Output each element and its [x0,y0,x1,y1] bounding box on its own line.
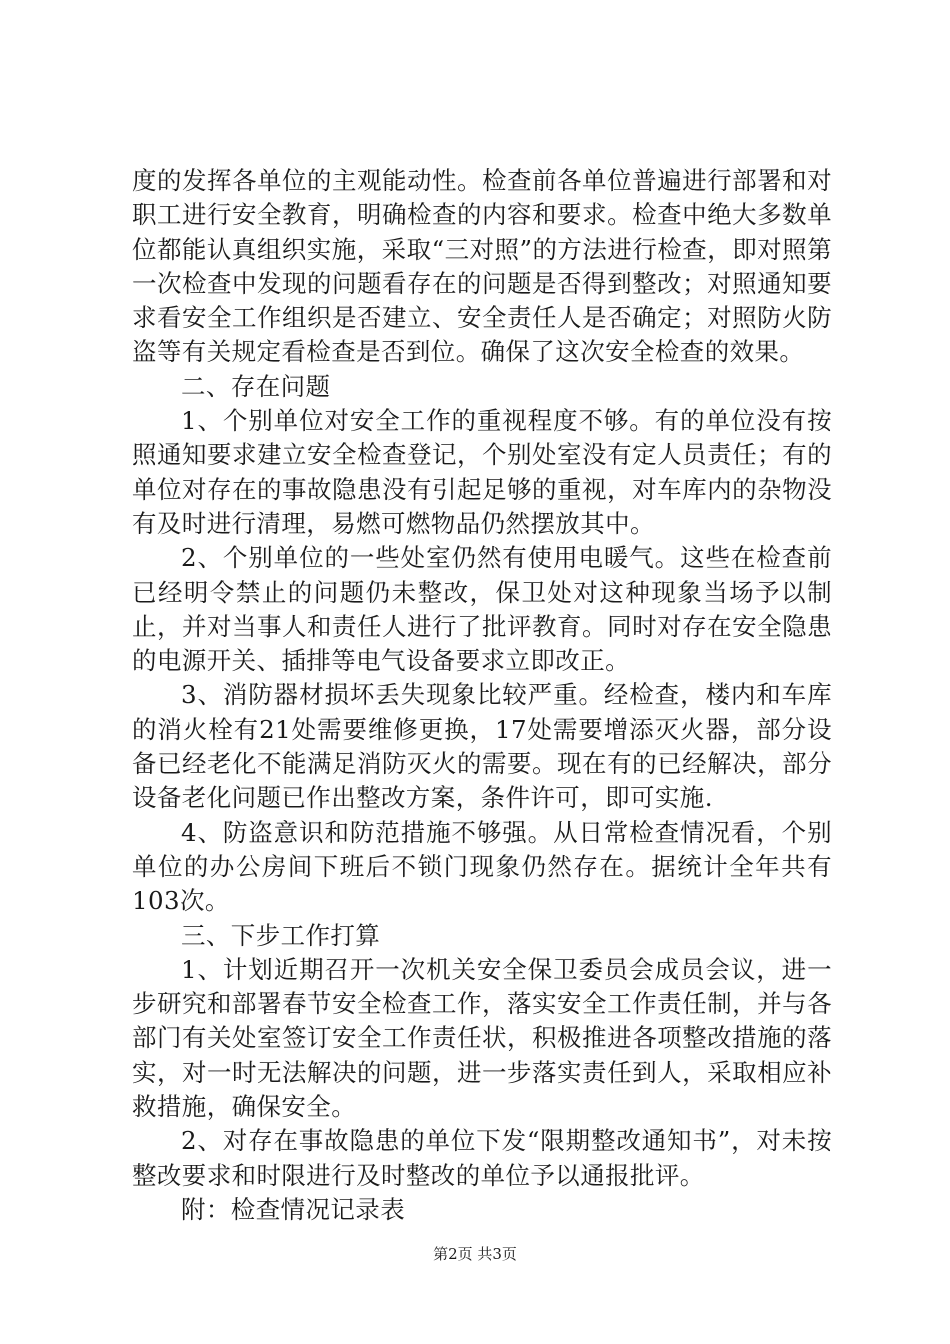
page-number-footer: 第2页 共3页 [433,1245,517,1263]
plan-item-2: 2、对存在事故隐患的单位下发“限期整改通知书”，对未按整改要求和时限进行及时整改的单位予以通报批评。 [132,1126,832,1190]
section-heading-problems: 二、存在问题 [181,371,331,401]
problem-item-2: 2、个别单位的一些处室仍然有使用电暖气。这些在检查前已经明令禁止的问题仍未整改，保卫处对这种现象当场予以制止，并对当事人和责任人进行了批评教育。同时对存在安全隐患的电源开关、插排等电气设备要求立即改正。 [132,543,832,676]
problem-item-4: 4、防盗意识和防范措施不够强。从日常检查情况看，个别单位的办公房间下班后不锁门现象仍然存在。据统计全年共有103次。 [132,817,832,916]
document-body [132,164,832,1227]
problem-item-3: 3、消防器材损坏丢失现象比较严重。经检查，楼内和车库的消火栓有21处需要维修更换，17处需要增添灭火器，部分设备已经老化不能满足消防灭火的需要。现在有的已经解决，部分设备老化问题已作出整改方案，条件许可，即可实施. [132,680,832,813]
plan-item-1: 1、计划近期召开一次机关安全保卫委员会成员会议，进一步研究和部署春节安全检查工作，落实安全工作责任制，并与各部门有关处室签订安全工作责任状，积极推进各项整改措施的落实，对一时无法解决的问题，进一步落实责任到人，采取相应补救措施，确保安全。 [132,954,832,1122]
paragraph-continuation: 度的发挥各单位的主观能动性。检查前各单位普遍进行部署和对职工进行安全教育，明确检查的内容和要求。检查中绝大多数单位都能认真组织实施，采取“三对照”的方法进行检查，即对照第一次检查中发现的问题看存在的问题是否得到整改；对照通知要求看安全工作组织是否建立、安全责任人是否确定；对照防火防盗等有关规定看检查是否到位。确保了这次安全检查的效果。 [132,166,832,367]
section-heading-next-steps: 三、下步工作打算 [181,920,381,950]
problem-item-1: 1、个别单位对安全工作的重视程度不够。有的单位没有按照通知要求建立安全检查登记，个别处室没有定人员责任；有的单位对存在的事故隐患没有引起足够的重视，对车库内的杂物没有及时进行清理，易燃可燃物品仍然摆放其中。 [132,406,832,538]
attachment-note: 附：检查情况记录表 [181,1194,406,1224]
